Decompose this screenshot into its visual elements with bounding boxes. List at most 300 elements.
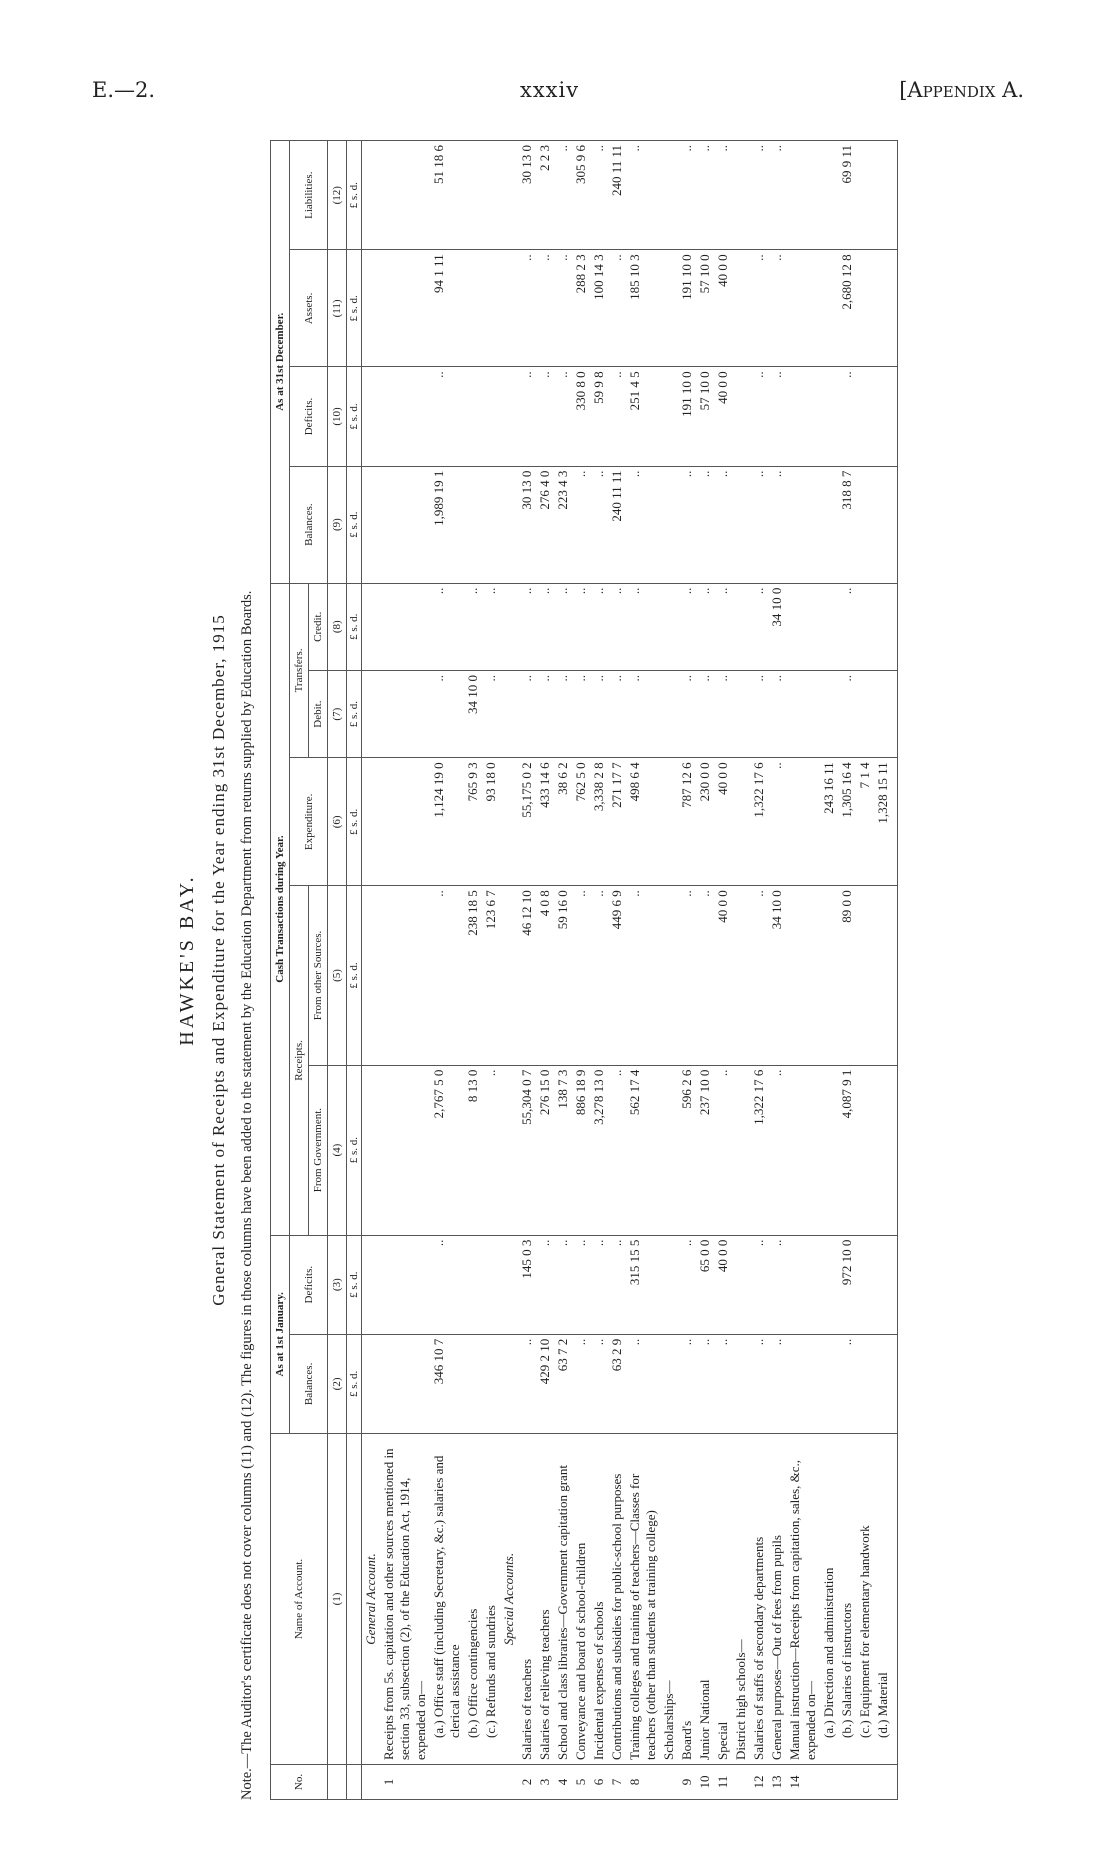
amount-cell: ..: [430, 583, 464, 670]
amount-cell: [856, 670, 874, 757]
amount-cell: [464, 466, 482, 583]
amount-cell: ..: [554, 1235, 572, 1334]
amount-cell: [464, 141, 482, 250]
account-name: Special Accounts.: [500, 1434, 518, 1765]
amount-cell: [786, 758, 820, 886]
amount-cell: ..: [768, 466, 786, 583]
amount-cell: [500, 583, 518, 670]
unit-label: £ s. d.: [347, 758, 362, 886]
amount-cell: ..: [714, 670, 732, 757]
appendix-label: [Appendix A.: [899, 78, 1024, 102]
account-name: Salaries of staffs of secondary departments: [750, 1434, 768, 1765]
table-row: [464, 141, 482, 1800]
col-number: (9): [328, 466, 347, 583]
table-row: [608, 141, 626, 1800]
col-number: (3): [328, 1235, 347, 1334]
page-title: HAWKE'S BAY.: [176, 874, 198, 1046]
amount-cell: [786, 1334, 820, 1433]
unit-label: £ s. d.: [347, 250, 362, 367]
col-number: (6): [328, 758, 347, 886]
account-number: 3: [536, 1765, 554, 1800]
amount-cell: 2,680 12 8: [838, 250, 856, 367]
amount-cell: 288 2 3: [572, 250, 590, 367]
amount-cell: [500, 886, 518, 1065]
amount-cell: [856, 367, 874, 466]
account-name: General Account.: [362, 1434, 381, 1765]
account-number: 8: [626, 1765, 660, 1800]
account-name: (c.) Equipment for elementary handwork: [856, 1434, 874, 1765]
account-name: Manual instruction—Receipts from capitation, sales, &c., expended on—: [786, 1434, 820, 1765]
amount-cell: 276 4 0: [536, 466, 554, 583]
amount-cell: ..: [554, 141, 572, 250]
amount-cell: 69 9 11: [838, 141, 856, 250]
statement-subtitle: General Statement of Receipts and Expenditure for the Year ending 31st December, 1915: [209, 614, 228, 1306]
account-name: (c.) Refunds and sundries: [482, 1434, 500, 1765]
header-deficits-jan: Deficits.: [290, 1235, 328, 1334]
amount-cell: 40 0 0: [714, 367, 732, 466]
amount-cell: ..: [768, 1235, 786, 1334]
amount-cell: ..: [678, 141, 696, 250]
amount-cell: [464, 367, 482, 466]
amount-cell: 1,989 19 1: [430, 466, 464, 583]
account-number: 14: [786, 1765, 820, 1800]
amount-cell: ..: [608, 1235, 626, 1334]
amount-cell: ..: [714, 466, 732, 583]
amount-cell: ..: [572, 886, 590, 1065]
amount-cell: [732, 670, 750, 757]
amount-cell: [874, 583, 898, 670]
amount-cell: [856, 1235, 874, 1334]
amount-cell: 3,278 13 0: [590, 1065, 608, 1235]
amount-cell: ..: [768, 250, 786, 367]
amount-cell: 7 1 4: [856, 758, 874, 886]
amount-cell: ..: [678, 466, 696, 583]
amount-cell: [874, 1235, 898, 1334]
amount-cell: ..: [536, 583, 554, 670]
amount-cell: 55,304 0 7: [518, 1065, 536, 1235]
account-name: Salaries of relieving teachers: [536, 1434, 554, 1765]
amount-cell: 63 2 9: [608, 1334, 626, 1433]
amount-cell: [732, 583, 750, 670]
header-expenditure: Expenditure.: [290, 758, 328, 886]
amount-cell: [660, 583, 678, 670]
table-row: [660, 141, 678, 1800]
amount-cell: 240 11 11: [608, 466, 626, 583]
amount-cell: [874, 250, 898, 367]
table-row: [714, 141, 732, 1800]
table-row: [768, 141, 786, 1800]
account-number: [660, 1765, 678, 1800]
amount-cell: ..: [750, 670, 768, 757]
amount-cell: [500, 141, 518, 250]
amount-cell: [500, 1235, 518, 1334]
statement-table: [270, 140, 898, 1800]
amount-cell: ..: [838, 1334, 856, 1433]
account-name: (b.) Salaries of instructors: [838, 1434, 856, 1765]
amount-cell: [362, 1065, 381, 1235]
amount-cell: ..: [554, 250, 572, 367]
amount-cell: [786, 886, 820, 1065]
amount-cell: 346 10 7: [430, 1334, 464, 1433]
page-number: xxxiv: [520, 78, 580, 102]
unit-label: £ s. d.: [347, 886, 362, 1065]
amount-cell: ..: [430, 1235, 464, 1334]
account-number: 12: [750, 1765, 768, 1800]
amount-cell: [380, 1334, 430, 1433]
amount-cell: [856, 1334, 874, 1433]
amount-cell: 1,328 15 11: [874, 758, 898, 886]
amount-cell: ..: [430, 670, 464, 757]
amount-cell: [380, 670, 430, 757]
amount-cell: [660, 250, 678, 367]
account-number: [482, 1765, 500, 1800]
amount-cell: 185 10 3: [626, 250, 660, 367]
amount-cell: ..: [696, 141, 714, 250]
table-row: [786, 141, 820, 1800]
account-number: 9: [678, 1765, 696, 1800]
amount-cell: [732, 367, 750, 466]
amount-cell: ..: [482, 670, 500, 757]
amount-cell: ..: [696, 583, 714, 670]
amount-cell: 191 10 0: [678, 367, 696, 466]
amount-cell: ..: [626, 141, 660, 250]
account-name: (a.) Direction and administration: [820, 1434, 838, 1765]
amount-cell: ..: [678, 670, 696, 757]
amount-cell: [482, 1235, 500, 1334]
amount-cell: 89 0 0: [838, 886, 856, 1065]
amount-cell: 3,338 2 8: [590, 758, 608, 886]
amount-cell: [482, 367, 500, 466]
amount-cell: [874, 466, 898, 583]
header-transfers: Transfers.: [290, 583, 309, 758]
amount-cell: 59 9 8: [590, 367, 608, 466]
amount-cell: [362, 367, 381, 466]
amount-cell: 271 17 7: [608, 758, 626, 886]
amount-cell: [482, 250, 500, 367]
amount-cell: ..: [536, 367, 554, 466]
amount-cell: ..: [838, 367, 856, 466]
amount-cell: 138 7 3: [554, 1065, 572, 1235]
amount-cell: [820, 670, 838, 757]
amount-cell: 449 6 9: [608, 886, 626, 1065]
amount-cell: [482, 466, 500, 583]
header-assets: Assets.: [290, 250, 328, 367]
amount-cell: ..: [768, 1065, 786, 1235]
amount-cell: [500, 1065, 518, 1235]
account-number: [500, 1765, 518, 1800]
amount-cell: [380, 583, 430, 670]
header-balances-jan: Balances.: [290, 1334, 328, 1433]
amount-cell: ..: [572, 1334, 590, 1433]
amount-cell: ..: [430, 367, 464, 466]
amount-cell: 145 0 3: [518, 1235, 536, 1334]
amount-cell: 93 18 0: [482, 758, 500, 886]
account-name: Conveyance and board of school-children: [572, 1434, 590, 1765]
amount-cell: [380, 1065, 430, 1235]
amount-cell: 972 10 0: [838, 1235, 856, 1334]
report-code: E.—2.: [92, 78, 156, 102]
amount-cell: ..: [608, 583, 626, 670]
account-name: Contributions and subsidies for public-school purposes: [608, 1434, 626, 1765]
unit-label: £ s. d.: [347, 367, 362, 466]
amount-cell: 4,087 9 1: [838, 1065, 856, 1235]
amount-cell: ..: [518, 670, 536, 757]
amount-cell: [660, 670, 678, 757]
amount-cell: 243 16 11: [820, 758, 838, 886]
account-number: [464, 1765, 482, 1800]
amount-cell: ..: [626, 670, 660, 757]
amount-cell: 765 9 3: [464, 758, 482, 886]
account-number: 4: [554, 1765, 572, 1800]
amount-cell: 191 10 0: [678, 250, 696, 367]
amount-cell: [380, 367, 430, 466]
amount-cell: ..: [518, 583, 536, 670]
unit-label: £ s. d.: [347, 1065, 362, 1235]
amount-cell: [380, 1235, 430, 1334]
amount-cell: ..: [750, 250, 768, 367]
amount-cell: [660, 466, 678, 583]
amount-cell: 1,124 19 0: [430, 758, 464, 886]
amount-cell: [362, 1235, 381, 1334]
amount-cell: [856, 250, 874, 367]
amount-cell: ..: [554, 367, 572, 466]
amount-cell: 2,767 5 0: [430, 1065, 464, 1235]
table-row: [696, 141, 714, 1800]
amount-cell: 63 7 2: [554, 1334, 572, 1433]
amount-cell: [660, 141, 678, 250]
amount-cell: ..: [750, 886, 768, 1065]
table-row: [838, 141, 856, 1800]
amount-cell: ..: [572, 670, 590, 757]
header-liabilities: Liabilities.: [290, 141, 328, 250]
account-number: 1: [380, 1765, 430, 1800]
account-number: 13: [768, 1765, 786, 1800]
table-row: [500, 141, 518, 1800]
account-name: (a.) Office staff (including Secretary, &c.) salaries and clerical assistance: [430, 1434, 464, 1765]
table-row: [626, 141, 660, 1800]
amount-cell: ..: [696, 466, 714, 583]
table-row: [732, 141, 750, 1800]
amount-cell: ..: [714, 1065, 732, 1235]
col-number: (8): [328, 583, 347, 670]
unit-label: £ s. d.: [347, 141, 362, 250]
amount-cell: [820, 1235, 838, 1334]
amount-cell: 498 6 4: [626, 758, 660, 886]
amount-cell: ..: [608, 367, 626, 466]
header-cash: Cash Transactions during Year.: [271, 583, 290, 1235]
amount-cell: ..: [608, 670, 626, 757]
table-row: [518, 141, 536, 1800]
unit-label: £ s. d.: [347, 1334, 362, 1433]
amount-cell: ..: [750, 1235, 768, 1334]
amount-cell: [786, 1065, 820, 1235]
amount-cell: ..: [536, 670, 554, 757]
amount-cell: 123 6 7: [482, 886, 500, 1065]
statement-body: [347, 141, 898, 1800]
account-number: [362, 1765, 381, 1800]
table-row: [362, 141, 381, 1800]
table-row: [430, 141, 464, 1800]
amount-cell: ..: [714, 1334, 732, 1433]
table-row: [554, 141, 572, 1800]
amount-cell: ..: [536, 250, 554, 367]
amount-cell: 65 0 0: [696, 1235, 714, 1334]
amount-cell: ..: [626, 583, 660, 670]
amount-cell: [380, 466, 430, 583]
amount-cell: [786, 367, 820, 466]
amount-cell: ..: [590, 670, 608, 757]
table-row: [380, 141, 430, 1800]
amount-cell: ..: [696, 670, 714, 757]
amount-cell: [732, 1065, 750, 1235]
amount-cell: [786, 1235, 820, 1334]
amount-cell: 223 4 3: [554, 466, 572, 583]
amount-cell: [732, 250, 750, 367]
amount-cell: ..: [750, 1334, 768, 1433]
amount-cell: 30 13 0: [518, 466, 536, 583]
account-name: Training colleges and training of teachers—Classes for teachers (other than students at training college): [626, 1434, 660, 1765]
amount-cell: [362, 466, 381, 583]
col-number: [328, 1765, 347, 1800]
amount-cell: 596 2 6: [678, 1065, 696, 1235]
account-number: [856, 1765, 874, 1800]
amount-cell: [380, 250, 430, 367]
amount-cell: [820, 367, 838, 466]
amount-cell: 315 15 5: [626, 1235, 660, 1334]
header-deficits-dec: Deficits.: [290, 367, 328, 466]
account-number: [820, 1765, 838, 1800]
table-row: [572, 141, 590, 1800]
amount-cell: ..: [838, 583, 856, 670]
account-number: 11: [714, 1765, 732, 1800]
col-number: (5): [328, 886, 347, 1065]
amount-cell: ..: [518, 250, 536, 367]
amount-cell: [874, 141, 898, 250]
col-number: (4): [328, 1065, 347, 1235]
account-name: (d.) Material: [874, 1434, 898, 1765]
header-jan: As at 1st January.: [271, 1235, 290, 1433]
account-name: Salaries of teachers: [518, 1434, 536, 1765]
amount-cell: 55,175 0 2: [518, 758, 536, 886]
header-credit: Credit.: [309, 583, 328, 670]
amount-cell: ..: [696, 1334, 714, 1433]
amount-cell: [380, 886, 430, 1065]
header-from-other: From other Sources.: [309, 886, 328, 1065]
amount-cell: [786, 250, 820, 367]
account-number: 6: [590, 1765, 608, 1800]
amount-cell: [500, 758, 518, 886]
amount-cell: 34 10 0: [768, 886, 786, 1065]
amount-cell: ..: [750, 466, 768, 583]
unit-label: £ s. d.: [347, 466, 362, 583]
amount-cell: 318 8 7: [838, 466, 856, 583]
amount-cell: ..: [678, 1235, 696, 1334]
page-header: [0, 78, 1114, 108]
table-row: [820, 141, 838, 1800]
amount-cell: [732, 758, 750, 886]
table-row: [536, 141, 554, 1800]
header-balances-dec: Balances.: [290, 466, 328, 583]
amount-cell: ..: [750, 141, 768, 250]
amount-cell: [786, 670, 820, 757]
amount-cell: ..: [482, 1065, 500, 1235]
amount-cell: 57 10 0: [696, 367, 714, 466]
amount-cell: 787 12 6: [678, 758, 696, 886]
account-number: [838, 1765, 856, 1800]
amount-cell: [786, 583, 820, 670]
amount-cell: [732, 141, 750, 250]
amount-cell: ..: [626, 1334, 660, 1433]
amount-cell: [856, 886, 874, 1065]
account-number: 2: [518, 1765, 536, 1800]
header-no: No.: [271, 1765, 328, 1800]
amount-cell: ..: [518, 1334, 536, 1433]
amount-cell: ..: [768, 367, 786, 466]
amount-cell: ..: [768, 758, 786, 886]
table-row: [750, 141, 768, 1800]
amount-cell: [660, 367, 678, 466]
amount-cell: [786, 466, 820, 583]
amount-cell: 251 4 5: [626, 367, 660, 466]
amount-cell: ..: [838, 670, 856, 757]
amount-cell: 433 14 6: [536, 758, 554, 886]
account-name: Board's: [678, 1434, 696, 1765]
amount-cell: [660, 1334, 678, 1433]
amount-cell: [820, 583, 838, 670]
amount-cell: [732, 1334, 750, 1433]
account-number: [874, 1765, 898, 1800]
amount-cell: 40 0 0: [714, 250, 732, 367]
amount-cell: ..: [590, 583, 608, 670]
amount-cell: 57 10 0: [696, 250, 714, 367]
amount-cell: ..: [768, 141, 786, 250]
amount-cell: ..: [482, 583, 500, 670]
col-number: (12): [328, 141, 347, 250]
amount-cell: [732, 466, 750, 583]
table-row: [482, 141, 500, 1800]
amount-cell: ..: [714, 583, 732, 670]
amount-cell: [732, 886, 750, 1065]
amount-cell: 100 14 3: [590, 250, 608, 367]
table-row: [874, 141, 898, 1800]
amount-cell: ..: [590, 141, 608, 250]
amount-cell: 230 0 0: [696, 758, 714, 886]
amount-cell: 30 13 0: [518, 141, 536, 250]
amount-cell: [482, 141, 500, 250]
col-number: (1): [328, 1434, 347, 1765]
amount-cell: ..: [678, 886, 696, 1065]
unit-label: £ s. d.: [347, 670, 362, 757]
amount-cell: 240 11 11: [608, 141, 626, 250]
col-number: (2): [328, 1334, 347, 1433]
amount-cell: ..: [572, 583, 590, 670]
amount-cell: 330 8 0: [572, 367, 590, 466]
amount-cell: 305 9 6: [572, 141, 590, 250]
amount-cell: 51 18 6: [430, 141, 464, 250]
amount-cell: [362, 758, 381, 886]
account-name: Junior National: [696, 1434, 714, 1765]
amount-cell: 59 16 0: [554, 886, 572, 1065]
amount-cell: [380, 758, 430, 886]
amount-cell: 1,322 17 6: [750, 1065, 768, 1235]
amount-cell: [874, 1065, 898, 1235]
amount-cell: 237 10 0: [696, 1065, 714, 1235]
amount-cell: [820, 1334, 838, 1433]
amount-cell: 4 0 8: [536, 886, 554, 1065]
amount-cell: 40 0 0: [714, 1235, 732, 1334]
amount-cell: [874, 670, 898, 757]
amount-cell: 238 18 5: [464, 886, 482, 1065]
